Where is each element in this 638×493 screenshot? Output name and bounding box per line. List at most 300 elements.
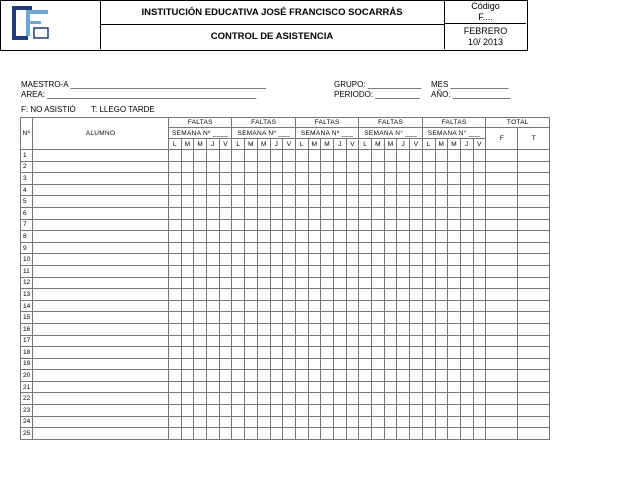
attendance-cell[interactable] [169, 231, 182, 243]
attendance-cell[interactable] [219, 173, 232, 185]
attendance-cell[interactable] [295, 207, 308, 219]
attendance-cell[interactable] [283, 173, 296, 185]
attendance-cell[interactable] [410, 150, 423, 162]
student-name-cell[interactable] [33, 381, 169, 393]
attendance-cell[interactable] [321, 358, 334, 370]
attendance-cell[interactable] [283, 184, 296, 196]
attendance-cell[interactable] [422, 370, 435, 382]
attendance-cell[interactable] [321, 231, 334, 243]
attendance-cell[interactable] [334, 428, 347, 440]
attendance-cell[interactable] [308, 323, 321, 335]
attendance-cell[interactable] [372, 323, 385, 335]
attendance-cell[interactable] [435, 405, 448, 417]
attendance-cell[interactable] [422, 150, 435, 162]
attendance-cell[interactable] [283, 277, 296, 289]
attendance-cell[interactable] [283, 300, 296, 312]
attendance-cell[interactable] [232, 184, 245, 196]
attendance-cell[interactable] [308, 173, 321, 185]
attendance-cell[interactable] [346, 358, 359, 370]
attendance-cell[interactable] [257, 381, 270, 393]
attendance-cell[interactable] [219, 428, 232, 440]
attendance-cell[interactable] [359, 405, 372, 417]
attendance-cell[interactable] [372, 242, 385, 254]
attendance-cell[interactable] [410, 323, 423, 335]
attendance-cell[interactable] [397, 254, 410, 266]
attendance-cell[interactable] [346, 381, 359, 393]
area-field[interactable]: AREA: _______________________________________________ [21, 90, 257, 99]
attendance-cell[interactable] [460, 207, 473, 219]
attendance-cell[interactable] [397, 219, 410, 231]
attendance-cell[interactable] [346, 196, 359, 208]
attendance-cell[interactable] [283, 219, 296, 231]
attendance-cell[interactable] [283, 335, 296, 347]
attendance-cell[interactable] [346, 173, 359, 185]
attendance-cell[interactable] [194, 393, 207, 405]
attendance-cell[interactable] [257, 347, 270, 359]
attendance-cell[interactable] [169, 370, 182, 382]
attendance-cell[interactable] [295, 323, 308, 335]
attendance-cell[interactable] [448, 381, 461, 393]
attendance-cell[interactable] [245, 358, 258, 370]
attendance-cell[interactable] [460, 173, 473, 185]
attendance-cell[interactable] [334, 161, 347, 173]
attendance-cell[interactable] [283, 405, 296, 417]
attendance-cell[interactable] [295, 196, 308, 208]
attendance-cell[interactable] [448, 323, 461, 335]
attendance-cell[interactable] [194, 219, 207, 231]
attendance-cell[interactable] [207, 184, 220, 196]
attendance-cell[interactable] [460, 242, 473, 254]
attendance-cell[interactable] [169, 219, 182, 231]
student-name-cell[interactable] [33, 312, 169, 324]
attendance-cell[interactable] [295, 312, 308, 324]
attendance-cell[interactable] [372, 312, 385, 324]
attendance-cell[interactable] [384, 300, 397, 312]
attendance-cell[interactable] [257, 428, 270, 440]
total-cell-t[interactable] [518, 405, 550, 417]
month-field[interactable]: MES _____________ [431, 80, 509, 89]
attendance-cell[interactable] [245, 184, 258, 196]
attendance-cell[interactable] [308, 393, 321, 405]
attendance-cell[interactable] [410, 289, 423, 301]
attendance-cell[interactable] [270, 242, 283, 254]
attendance-cell[interactable] [372, 277, 385, 289]
student-name-cell[interactable] [33, 393, 169, 405]
attendance-cell[interactable] [448, 207, 461, 219]
student-name-cell[interactable] [33, 254, 169, 266]
attendance-cell[interactable] [308, 358, 321, 370]
attendance-cell[interactable] [334, 231, 347, 243]
attendance-cell[interactable] [207, 335, 220, 347]
attendance-cell[interactable] [359, 242, 372, 254]
attendance-cell[interactable] [194, 161, 207, 173]
attendance-cell[interactable] [435, 347, 448, 359]
total-cell-f[interactable] [486, 254, 518, 266]
attendance-cell[interactable] [321, 265, 334, 277]
attendance-cell[interactable] [181, 312, 194, 324]
total-cell-f[interactable] [486, 150, 518, 162]
attendance-cell[interactable] [410, 173, 423, 185]
attendance-cell[interactable] [283, 254, 296, 266]
attendance-cell[interactable] [435, 265, 448, 277]
attendance-cell[interactable] [270, 381, 283, 393]
attendance-cell[interactable] [283, 381, 296, 393]
attendance-cell[interactable] [460, 219, 473, 231]
attendance-cell[interactable] [397, 173, 410, 185]
attendance-cell[interactable] [372, 184, 385, 196]
attendance-cell[interactable] [232, 358, 245, 370]
attendance-cell[interactable] [435, 289, 448, 301]
attendance-cell[interactable] [270, 173, 283, 185]
attendance-cell[interactable] [422, 219, 435, 231]
attendance-cell[interactable] [245, 347, 258, 359]
attendance-cell[interactable] [283, 242, 296, 254]
attendance-cell[interactable] [410, 335, 423, 347]
attendance-cell[interactable] [435, 335, 448, 347]
attendance-cell[interactable] [194, 335, 207, 347]
attendance-cell[interactable] [422, 300, 435, 312]
attendance-cell[interactable] [257, 231, 270, 243]
attendance-cell[interactable] [270, 358, 283, 370]
attendance-cell[interactable] [473, 242, 486, 254]
attendance-cell[interactable] [397, 265, 410, 277]
attendance-cell[interactable] [384, 277, 397, 289]
attendance-cell[interactable] [448, 347, 461, 359]
attendance-cell[interactable] [245, 323, 258, 335]
student-name-cell[interactable] [33, 242, 169, 254]
attendance-cell[interactable] [372, 265, 385, 277]
total-cell-t[interactable] [518, 381, 550, 393]
attendance-cell[interactable] [295, 393, 308, 405]
attendance-cell[interactable] [181, 393, 194, 405]
attendance-cell[interactable] [397, 161, 410, 173]
attendance-cell[interactable] [359, 358, 372, 370]
total-cell-f[interactable] [486, 265, 518, 277]
attendance-cell[interactable] [181, 196, 194, 208]
total-cell-t[interactable] [518, 231, 550, 243]
teacher-field[interactable]: MAESTRO-A ____________________________________________ [21, 80, 267, 89]
attendance-cell[interactable] [359, 196, 372, 208]
attendance-cell[interactable] [410, 370, 423, 382]
attendance-cell[interactable] [346, 335, 359, 347]
attendance-cell[interactable] [384, 231, 397, 243]
attendance-cell[interactable] [435, 312, 448, 324]
attendance-cell[interactable] [372, 405, 385, 417]
attendance-cell[interactable] [270, 150, 283, 162]
total-cell-t[interactable] [518, 184, 550, 196]
attendance-cell[interactable] [359, 277, 372, 289]
attendance-cell[interactable] [219, 265, 232, 277]
attendance-cell[interactable] [410, 416, 423, 428]
attendance-cell[interactable] [207, 370, 220, 382]
attendance-cell[interactable] [257, 300, 270, 312]
attendance-cell[interactable] [207, 161, 220, 173]
attendance-cell[interactable] [232, 312, 245, 324]
attendance-cell[interactable] [232, 300, 245, 312]
attendance-cell[interactable] [473, 312, 486, 324]
attendance-cell[interactable] [346, 347, 359, 359]
attendance-cell[interactable] [359, 312, 372, 324]
attendance-cell[interactable] [257, 196, 270, 208]
attendance-cell[interactable] [245, 335, 258, 347]
attendance-cell[interactable] [270, 277, 283, 289]
attendance-cell[interactable] [181, 300, 194, 312]
attendance-cell[interactable] [422, 184, 435, 196]
attendance-cell[interactable] [194, 207, 207, 219]
attendance-cell[interactable] [283, 289, 296, 301]
attendance-cell[interactable] [308, 254, 321, 266]
student-name-cell[interactable] [33, 289, 169, 301]
attendance-cell[interactable] [219, 242, 232, 254]
attendance-cell[interactable] [460, 184, 473, 196]
attendance-cell[interactable] [219, 405, 232, 417]
attendance-cell[interactable] [359, 254, 372, 266]
attendance-cell[interactable] [334, 370, 347, 382]
attendance-cell[interactable] [283, 312, 296, 324]
attendance-cell[interactable] [207, 277, 220, 289]
attendance-cell[interactable] [334, 289, 347, 301]
attendance-cell[interactable] [372, 381, 385, 393]
attendance-cell[interactable] [207, 428, 220, 440]
attendance-cell[interactable] [397, 370, 410, 382]
attendance-cell[interactable] [422, 265, 435, 277]
attendance-cell[interactable] [384, 289, 397, 301]
attendance-cell[interactable] [460, 289, 473, 301]
attendance-cell[interactable] [384, 405, 397, 417]
attendance-cell[interactable] [245, 161, 258, 173]
attendance-cell[interactable] [422, 207, 435, 219]
attendance-cell[interactable] [422, 323, 435, 335]
attendance-cell[interactable] [321, 300, 334, 312]
attendance-cell[interactable] [169, 358, 182, 370]
attendance-cell[interactable] [232, 150, 245, 162]
attendance-cell[interactable] [295, 277, 308, 289]
group-field[interactable]: GRUPO: ____________ [334, 80, 422, 89]
attendance-cell[interactable] [207, 196, 220, 208]
attendance-cell[interactable] [257, 219, 270, 231]
attendance-cell[interactable] [207, 242, 220, 254]
attendance-cell[interactable] [460, 150, 473, 162]
attendance-cell[interactable] [435, 381, 448, 393]
attendance-cell[interactable] [169, 428, 182, 440]
total-cell-t[interactable] [518, 312, 550, 324]
total-cell-t[interactable] [518, 323, 550, 335]
attendance-cell[interactable] [169, 207, 182, 219]
attendance-cell[interactable] [397, 405, 410, 417]
attendance-cell[interactable] [473, 231, 486, 243]
attendance-cell[interactable] [181, 207, 194, 219]
attendance-cell[interactable] [207, 393, 220, 405]
attendance-cell[interactable] [346, 265, 359, 277]
attendance-cell[interactable] [460, 254, 473, 266]
attendance-cell[interactable] [422, 277, 435, 289]
attendance-cell[interactable] [473, 416, 486, 428]
attendance-cell[interactable] [397, 289, 410, 301]
attendance-cell[interactable] [270, 231, 283, 243]
attendance-cell[interactable] [346, 370, 359, 382]
attendance-cell[interactable] [410, 312, 423, 324]
attendance-cell[interactable] [346, 416, 359, 428]
attendance-cell[interactable] [308, 207, 321, 219]
attendance-cell[interactable] [245, 312, 258, 324]
attendance-cell[interactable] [397, 347, 410, 359]
attendance-cell[interactable] [435, 393, 448, 405]
attendance-cell[interactable] [232, 254, 245, 266]
attendance-cell[interactable] [232, 277, 245, 289]
attendance-cell[interactable] [308, 370, 321, 382]
attendance-cell[interactable] [219, 381, 232, 393]
student-name-cell[interactable] [33, 277, 169, 289]
total-cell-t[interactable] [518, 242, 550, 254]
attendance-cell[interactable] [219, 161, 232, 173]
attendance-cell[interactable] [308, 405, 321, 417]
attendance-cell[interactable] [473, 173, 486, 185]
attendance-cell[interactable] [321, 277, 334, 289]
attendance-cell[interactable] [321, 312, 334, 324]
attendance-cell[interactable] [219, 393, 232, 405]
attendance-cell[interactable] [397, 231, 410, 243]
attendance-cell[interactable] [334, 254, 347, 266]
attendance-cell[interactable] [232, 161, 245, 173]
attendance-cell[interactable] [283, 347, 296, 359]
attendance-cell[interactable] [219, 323, 232, 335]
attendance-cell[interactable] [397, 277, 410, 289]
attendance-cell[interactable] [410, 300, 423, 312]
attendance-cell[interactable] [169, 289, 182, 301]
attendance-cell[interactable] [460, 265, 473, 277]
attendance-cell[interactable] [473, 207, 486, 219]
attendance-cell[interactable] [397, 207, 410, 219]
attendance-cell[interactable] [194, 289, 207, 301]
attendance-cell[interactable] [257, 207, 270, 219]
total-cell-f[interactable] [486, 196, 518, 208]
attendance-cell[interactable] [448, 335, 461, 347]
attendance-cell[interactable] [181, 254, 194, 266]
attendance-cell[interactable] [181, 358, 194, 370]
attendance-cell[interactable] [194, 347, 207, 359]
attendance-cell[interactable] [384, 196, 397, 208]
attendance-cell[interactable] [270, 196, 283, 208]
student-name-cell[interactable] [33, 300, 169, 312]
attendance-cell[interactable] [169, 323, 182, 335]
attendance-cell[interactable] [384, 335, 397, 347]
attendance-cell[interactable] [321, 254, 334, 266]
attendance-cell[interactable] [270, 347, 283, 359]
attendance-cell[interactable] [321, 184, 334, 196]
attendance-cell[interactable] [372, 335, 385, 347]
attendance-cell[interactable] [181, 173, 194, 185]
attendance-cell[interactable] [257, 335, 270, 347]
attendance-cell[interactable] [448, 393, 461, 405]
attendance-cell[interactable] [321, 428, 334, 440]
attendance-cell[interactable] [372, 161, 385, 173]
attendance-cell[interactable] [346, 184, 359, 196]
attendance-cell[interactable] [410, 161, 423, 173]
student-name-cell[interactable] [33, 335, 169, 347]
attendance-cell[interactable] [257, 173, 270, 185]
attendance-cell[interactable] [359, 347, 372, 359]
attendance-cell[interactable] [321, 242, 334, 254]
attendance-cell[interactable] [448, 370, 461, 382]
attendance-cell[interactable] [372, 289, 385, 301]
attendance-cell[interactable] [473, 370, 486, 382]
total-cell-t[interactable] [518, 416, 550, 428]
total-cell-f[interactable] [486, 173, 518, 185]
attendance-cell[interactable] [257, 242, 270, 254]
attendance-cell[interactable] [384, 323, 397, 335]
attendance-cell[interactable] [194, 358, 207, 370]
attendance-cell[interactable] [181, 231, 194, 243]
attendance-cell[interactable] [422, 173, 435, 185]
attendance-cell[interactable] [270, 254, 283, 266]
attendance-cell[interactable] [283, 231, 296, 243]
attendance-cell[interactable] [169, 393, 182, 405]
total-cell-f[interactable] [486, 219, 518, 231]
attendance-cell[interactable] [194, 242, 207, 254]
attendance-cell[interactable] [232, 393, 245, 405]
attendance-cell[interactable] [410, 277, 423, 289]
attendance-cell[interactable] [232, 207, 245, 219]
attendance-cell[interactable] [384, 150, 397, 162]
total-cell-t[interactable] [518, 393, 550, 405]
attendance-cell[interactable] [448, 265, 461, 277]
student-name-cell[interactable] [33, 428, 169, 440]
attendance-cell[interactable] [359, 150, 372, 162]
attendance-cell[interactable] [435, 161, 448, 173]
attendance-cell[interactable] [181, 347, 194, 359]
attendance-cell[interactable] [422, 428, 435, 440]
total-cell-f[interactable] [486, 277, 518, 289]
attendance-cell[interactable] [295, 161, 308, 173]
total-cell-t[interactable] [518, 358, 550, 370]
total-cell-t[interactable] [518, 150, 550, 162]
attendance-cell[interactable] [448, 358, 461, 370]
attendance-cell[interactable] [410, 428, 423, 440]
attendance-cell[interactable] [219, 312, 232, 324]
total-cell-f[interactable] [486, 347, 518, 359]
student-name-cell[interactable] [33, 219, 169, 231]
attendance-cell[interactable] [473, 265, 486, 277]
attendance-cell[interactable] [448, 300, 461, 312]
attendance-cell[interactable] [334, 173, 347, 185]
total-cell-f[interactable] [486, 335, 518, 347]
student-name-cell[interactable] [33, 358, 169, 370]
attendance-cell[interactable] [435, 173, 448, 185]
attendance-cell[interactable] [295, 219, 308, 231]
attendance-cell[interactable] [448, 289, 461, 301]
attendance-cell[interactable] [384, 161, 397, 173]
attendance-cell[interactable] [397, 381, 410, 393]
total-cell-f[interactable] [486, 428, 518, 440]
attendance-cell[interactable] [181, 277, 194, 289]
attendance-cell[interactable] [308, 231, 321, 243]
attendance-cell[interactable] [207, 416, 220, 428]
total-cell-f[interactable] [486, 289, 518, 301]
student-name-cell[interactable] [33, 173, 169, 185]
attendance-cell[interactable] [257, 405, 270, 417]
total-cell-t[interactable] [518, 347, 550, 359]
attendance-cell[interactable] [397, 150, 410, 162]
attendance-cell[interactable] [372, 393, 385, 405]
attendance-cell[interactable] [359, 416, 372, 428]
attendance-cell[interactable] [232, 405, 245, 417]
attendance-cell[interactable] [384, 393, 397, 405]
attendance-cell[interactable] [384, 312, 397, 324]
attendance-cell[interactable] [435, 416, 448, 428]
attendance-cell[interactable] [359, 207, 372, 219]
attendance-cell[interactable] [245, 265, 258, 277]
attendance-cell[interactable] [270, 161, 283, 173]
